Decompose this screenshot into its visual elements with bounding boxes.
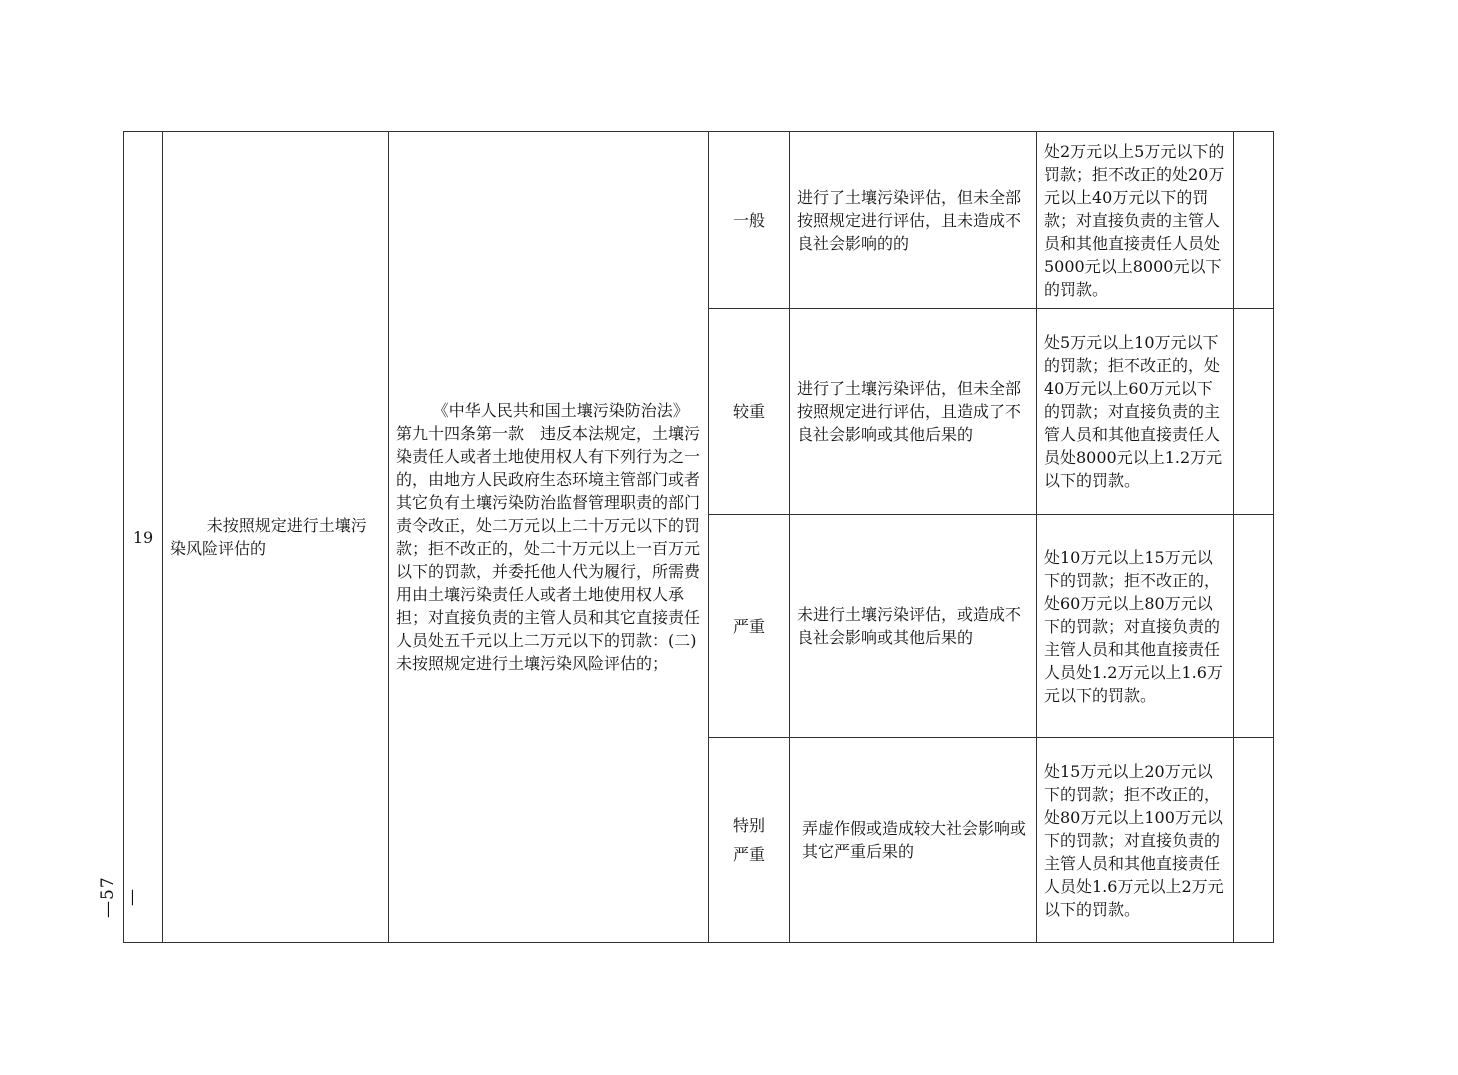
level-label: 特别严重 bbox=[709, 738, 790, 943]
remarks-cell bbox=[1234, 309, 1274, 515]
violation-description: 未按照规定进行土壤污染风险评估的 bbox=[163, 132, 389, 943]
penalty-cell: 处15万元以上20万元以下的罚款；拒不改正的，处80万元以上100万元以下的罚款；对直接负责的主管人员和其他直接责任人员处1.6万元以上2万元以下的罚款。 bbox=[1037, 738, 1234, 943]
remarks-cell bbox=[1234, 738, 1274, 943]
level-label: 一般 bbox=[709, 132, 790, 309]
level-label: 严重 bbox=[709, 515, 790, 738]
remarks-cell bbox=[1234, 515, 1274, 738]
record-index: 19 bbox=[124, 132, 163, 943]
circumstance-cell: 弄虚作假或造成较大社会影响或其它严重后果的 bbox=[790, 738, 1037, 943]
level-label: 较重 bbox=[709, 309, 790, 515]
table-row bbox=[124, 132, 1274, 309]
legal-basis: 《中华人民共和国土壤污染防治法》第九十四条第一款 违反本法规定，土壤污染责任人或者土地使用权人有下列行为之一的，由地方人民政府生态环境主管部门或者其它负有土壤污染防治监督管理职责的部门责令改正，处二万元以上二十万元以下的罚款；拒不改正的，处二十万元以上一百万元以下的罚款，并委托他人代为履行，所需费用由土壤污染责任人或者土地使用权人承担；对直接负责的主管人员和其它直接责任人员处五千元以上二万元以下的罚款：(二)未按照规定进行土壤污染风险评估的； bbox=[389, 132, 709, 943]
circumstance-cell: 进行了土壤污染评估，但未全部按照规定进行评估，且未造成不良社会影响的的 bbox=[790, 132, 1037, 309]
penalty-cell: 处2万元以上5万元以下的罚款；拒不改正的处20万元以上40万元以下的罚款；对直接负责的主管人员和其他直接责任人员处5000元以上8000元以下的罚款。 bbox=[1037, 132, 1234, 309]
penalty-table bbox=[123, 131, 1274, 943]
penalty-cell: 处5万元以上10万元以下的罚款；拒不改正的，处40万元以上60万元以下的罚款；对直接负责的主管人员和其他直接责任人员处8000元以上1.2万元以下的罚款。 bbox=[1037, 309, 1234, 515]
page-number: —57— bbox=[98, 876, 142, 918]
penalty-cell: 处10万元以上15万元以下的罚款；拒不改正的，处60万元以上80万元以下的罚款；对直接负责的主管人员和其他直接责任人员处1.2万元以上1.6万元以下的罚款。 bbox=[1037, 515, 1234, 738]
circumstance-cell: 未进行土壤污染评估，或造成不良社会影响或其他后果的 bbox=[790, 515, 1037, 738]
circumstance-cell: 进行了土壤污染评估，但未全部按照规定进行评估，且造成了不良社会影响或其他后果的 bbox=[790, 309, 1037, 515]
remarks-cell bbox=[1234, 132, 1274, 309]
